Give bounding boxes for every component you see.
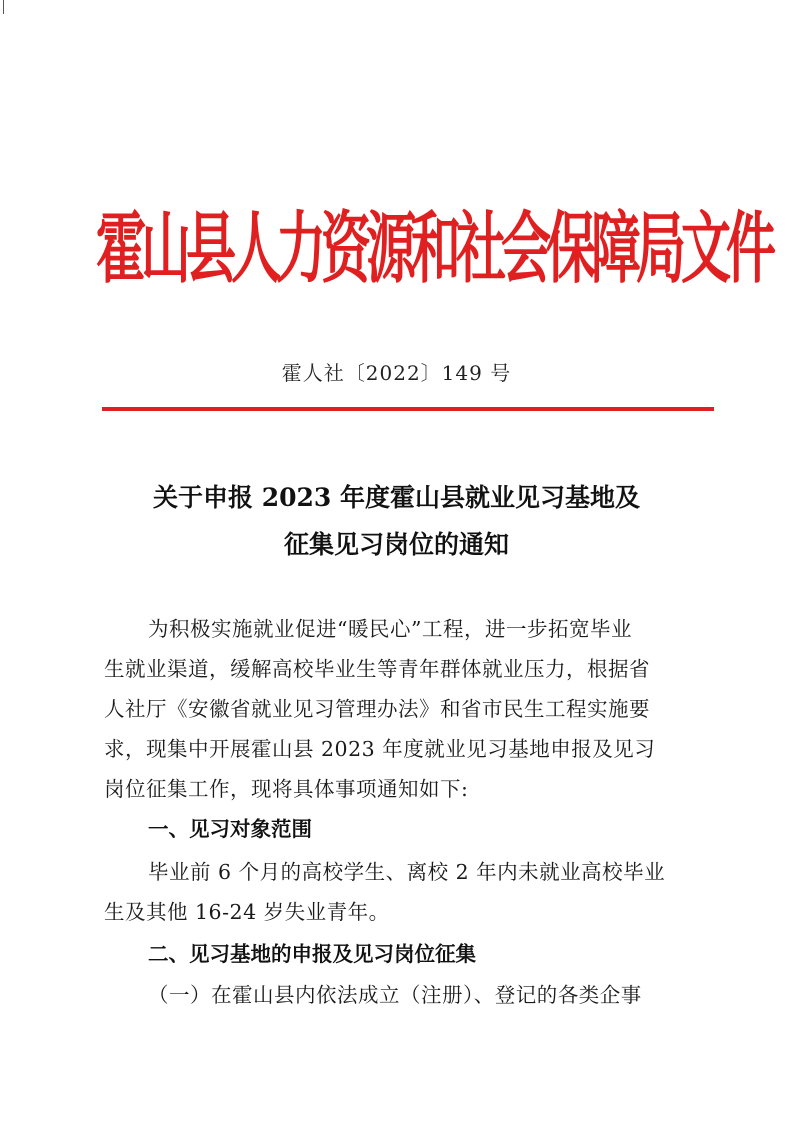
section-heading-2: 二、见习基地的申报及见习岗位征集	[148, 942, 476, 966]
paragraph-1-line-3: 人社厅《安徽省就业见习管理办法》和省市民生工程实施要	[104, 697, 650, 721]
paragraph-2-line-2: 生及其他 16-24 岁失业青年。	[104, 900, 390, 924]
document-title-line-2: 征集见习岗位的通知	[283, 530, 509, 559]
red-separator-rule	[102, 407, 714, 411]
paragraph-3-line-1: （一）在霍山县内依法成立（注册）、登记的各类企事	[148, 983, 642, 1007]
document-title-line-1: 关于申报 2023 年度霍山县就业见习基地及	[153, 483, 640, 512]
paragraph-1-line-1: 为积极实施就业促进“暖民心”工程，进一步拓宽毕业	[148, 617, 632, 641]
scan-edge-mark	[3, 0, 4, 14]
paragraph-1-line-4: 求，现集中开展霍山县 2023 年度就业见习基地申报及见习	[104, 737, 656, 761]
document-number: 霍人社〔2022〕149 号	[281, 361, 512, 385]
paragraph-1-line-2: 生就业渠道，缓解高校毕业生等青年群体就业压力，根据省	[104, 657, 650, 681]
section-heading-1: 一、见习对象范围	[148, 817, 312, 841]
paragraph-1-line-5: 岗位征集工作，现将具体事项通知如下:	[104, 777, 469, 801]
paragraph-2-line-1: 毕业前 6 个月的高校学生、离校 2 年内未就业高校毕业	[148, 860, 666, 884]
issuer-header: 霍山县人力资源和社会保障局文件	[96, 203, 771, 294]
